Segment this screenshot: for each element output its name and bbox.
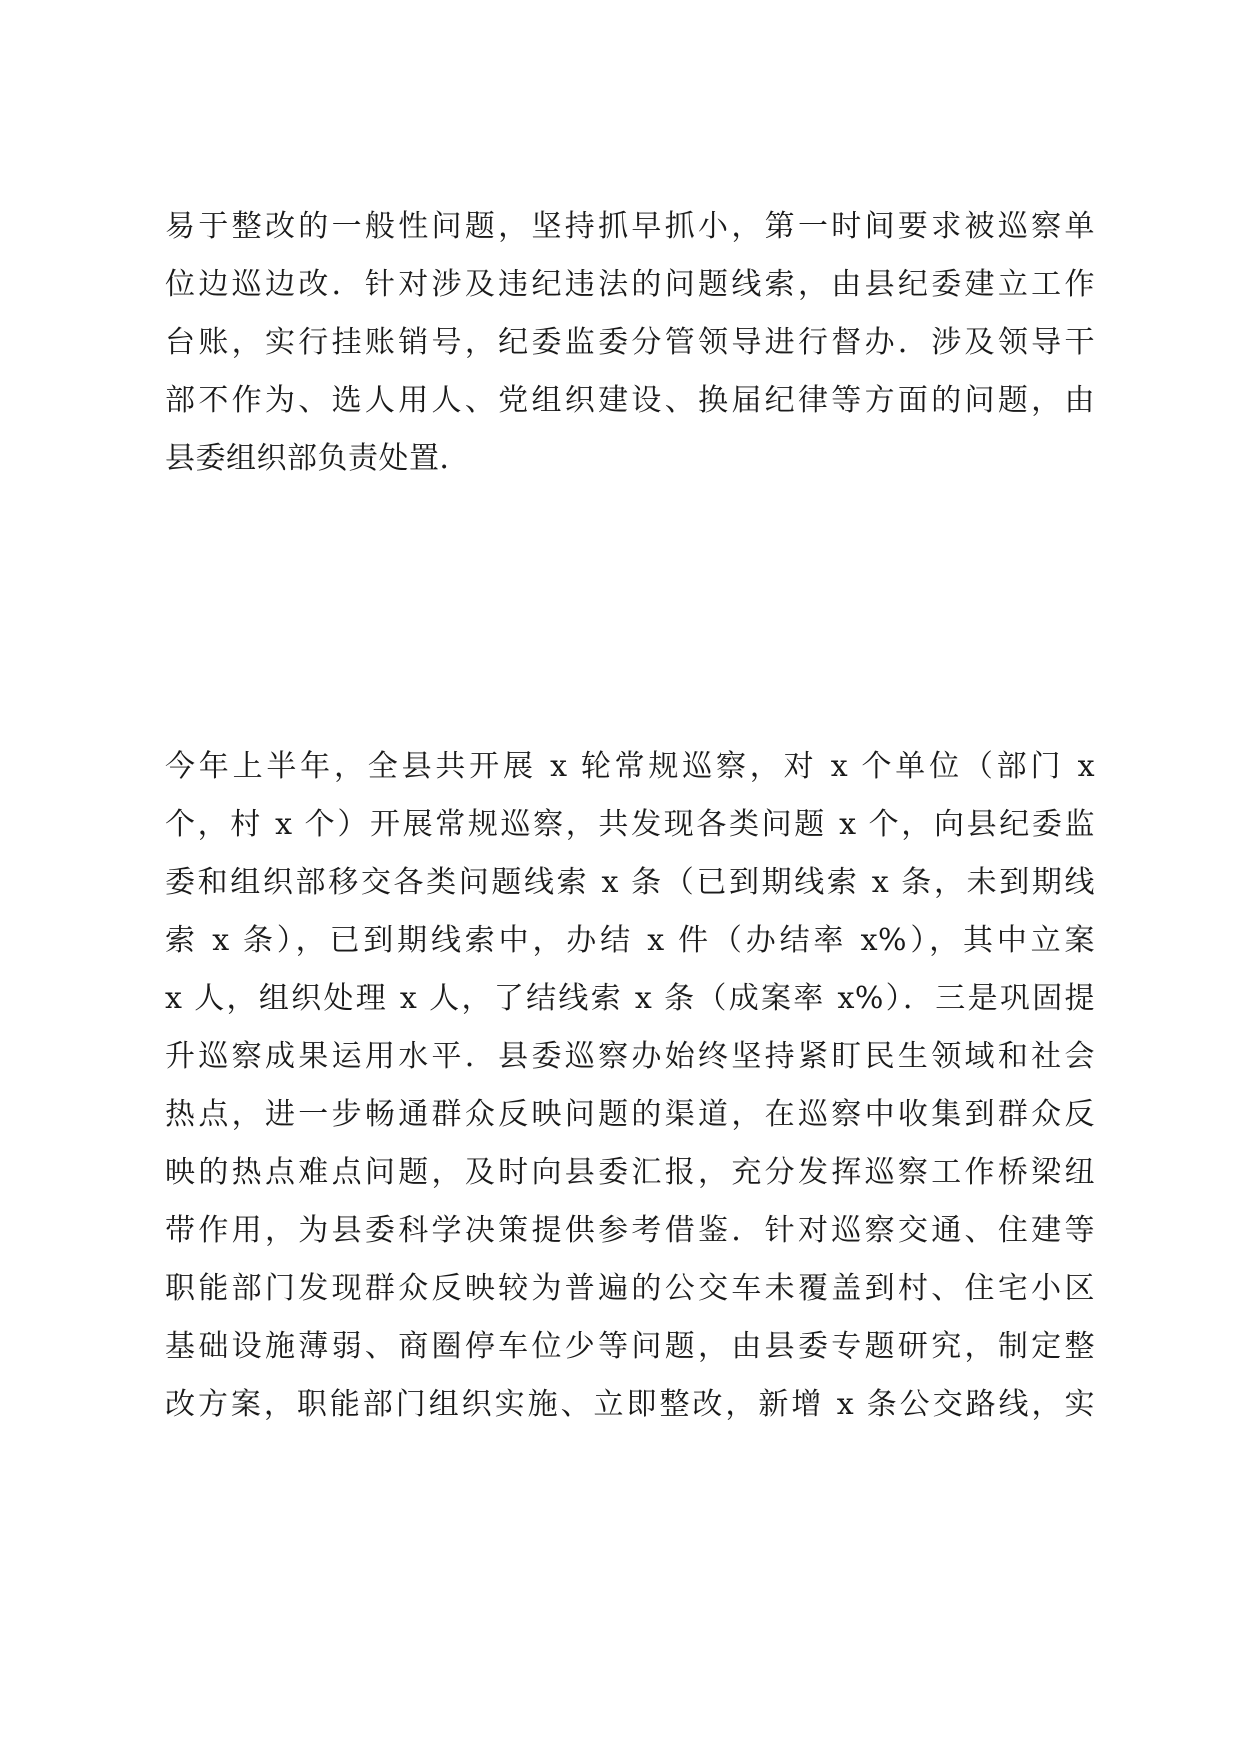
paragraph-1-line: 位边巡边改．针对涉及违纪违法的问题线索，由县纪委建立工作 [165, 267, 1095, 302]
paragraph-2-line: 改方案，职能部门组织实施、立即整改，新增 x 条公交路线，实 [165, 1387, 1095, 1422]
paragraph-2-line: 带作用，为县委科学决策提供参考借鉴．针对巡察交通、住建等 [165, 1213, 1095, 1248]
paragraph-1-line: 台账，实行挂账销号，纪委监委分管领导进行督办．涉及领导干 [165, 325, 1095, 360]
paragraph-2-line: 热点，进一步畅通群众反映问题的渠道，在巡察中收集到群众反 [165, 1097, 1095, 1132]
paragraph-2-line: x 人，组织处理 x 人，了结线索 x 条（成案率 x%）．三是巩固提 [165, 981, 1095, 1016]
paragraph-2-line: 个，村 x 个）开展常规巡察，共发现各类问题 x 个，向县纪委监 [165, 807, 1095, 842]
paragraph-1-line: 部不作为、选人用人、党组织建设、换届纪律等方面的问题，由 [165, 383, 1095, 418]
paragraph-2-line: 索 x 条），已到期线索中，办结 x 件（办结率 x%），其中立案 [165, 923, 1095, 958]
paragraph-2-line: 职能部门发现群众反映较为普遍的公交车未覆盖到村、住宅小区 [165, 1271, 1095, 1306]
paragraph-2-line: 今年上半年，全县共开展 x 轮常规巡察，对 x 个单位（部门 x [165, 749, 1095, 784]
paragraph-1-line: 县委组织部负责处置． [165, 441, 470, 476]
paragraph-2-line: 升巡察成果运用水平．县委巡察办始终坚持紧盯民生领域和社会 [165, 1039, 1095, 1074]
paragraph-1-line: 易于整改的一般性问题，坚持抓早抓小，第一时间要求被巡察单 [165, 209, 1095, 244]
paragraph-2-line: 映的热点难点问题，及时向县委汇报，充分发挥巡察工作桥梁纽 [165, 1155, 1095, 1190]
paragraph-2-line: 基础设施薄弱、商圈停车位少等问题，由县委专题研究，制定整 [165, 1329, 1095, 1364]
paragraph-2-line: 委和组织部移交各类问题线索 x 条（已到期线索 x 条，未到期线 [165, 865, 1095, 900]
